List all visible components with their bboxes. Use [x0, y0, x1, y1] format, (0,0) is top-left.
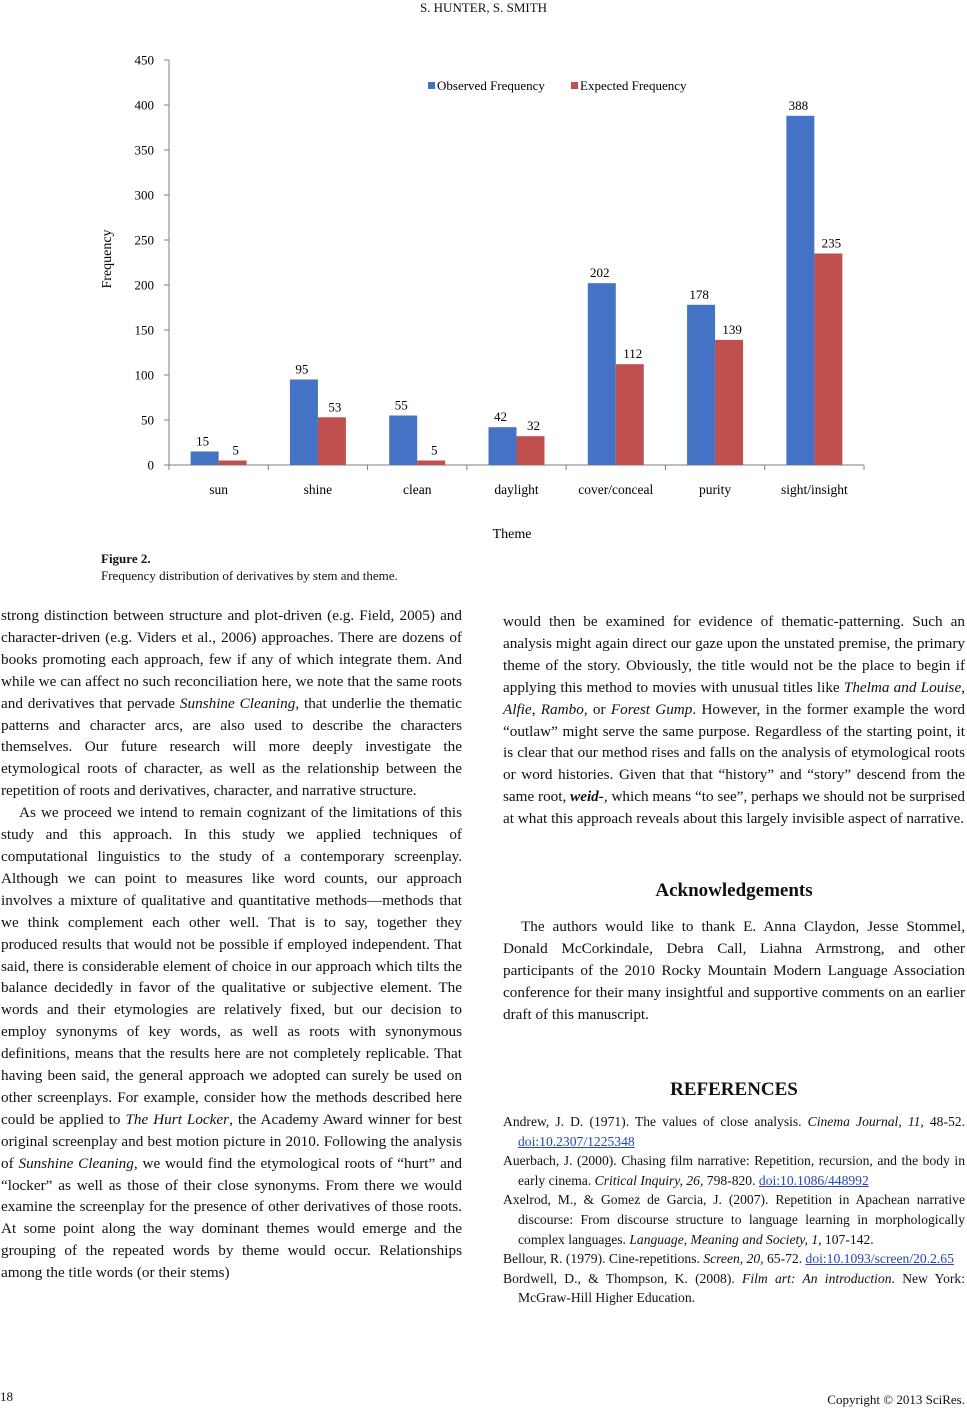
bar-expected — [517, 436, 545, 465]
y-tick-label: 0 — [147, 457, 154, 473]
text-run: , we would find the etymological roots of “hurt” and “locker” as well as those of their close synonyms. From there we would examine the screenplay for the presence of other derivatives of those roots. At some point along the way dominant themes would emerge and the grouping of the repeated words by theme would occur. Relationships among the title words (or their stems) — [1, 1154, 462, 1282]
y-tick-label: 250 — [134, 232, 154, 248]
y-tick-label: 450 — [134, 52, 154, 68]
x-tick-label: cover/conceal — [578, 482, 654, 497]
bar-value-label: 139 — [722, 321, 742, 337]
bar-observed — [786, 116, 814, 465]
italic-text: Screen, 20, — [703, 1251, 764, 1267]
doi-link[interactable]: doi:10.1093/screen/20.2.65 — [805, 1251, 954, 1267]
references-list — [503, 1112, 965, 1308]
text-run: Bordwell, D., & Thompson, K. (2008). — [503, 1270, 743, 1286]
bar-value-label: 112 — [623, 346, 643, 362]
bar-expected — [814, 254, 842, 466]
running-header — [0, 0, 967, 16]
legend-swatch — [428, 82, 435, 89]
y-tick-label: 100 — [134, 367, 154, 383]
x-tick-label: shine — [303, 482, 333, 497]
references-heading: REFERENCES — [670, 1079, 798, 1100]
body-left-column — [1, 605, 462, 1284]
bar-value-label: 5 — [430, 442, 438, 458]
bar-expected — [417, 461, 445, 466]
y-tick-label: 50 — [141, 412, 154, 428]
bar-expected — [715, 340, 743, 465]
text-run: Bellour, R. (1979). Cine-repetitions. — [503, 1251, 704, 1267]
italic-text: Sunshine Cleaning — [18, 1154, 134, 1172]
text-run: . New York: McGraw-Hill Higher Education. — [518, 1270, 965, 1306]
doi-link[interactable]: doi:10.2307/1225348 — [518, 1133, 635, 1149]
text-run: . However, in the former example the word “outlaw” might serve the same purpose. Regardless of the starting point, it is clear that our method rises and falls on the analysis of etymological roots or word histories. Given that that “history” and “story” descend from the same root, — [503, 700, 965, 806]
bar-value-label: 388 — [788, 97, 809, 113]
bar-expected — [318, 417, 346, 465]
y-tick-label: 300 — [134, 187, 154, 203]
bar-value-label: 5 — [232, 442, 239, 458]
reference-item — [503, 1249, 965, 1269]
text-run: , — [961, 678, 965, 696]
text-run: 798-820. — [703, 1172, 759, 1188]
bar-observed — [191, 452, 219, 466]
bar-value-label: 42 — [494, 409, 507, 425]
italic-text: Cinema Journal, 11, — [807, 1114, 924, 1129]
italic-text: Alfie — [503, 700, 532, 718]
text-run: , or — [583, 700, 611, 718]
x-tick-label: purity — [698, 482, 732, 497]
text-run: 65-72. — [763, 1251, 806, 1267]
text-run: , that underlie the thematic patterns and character arcs, are also used to describe the characters themselves. Our future research will more deeply investigate the etymological roots of character, as well as the relationship between the repetition of roots and derivatives, character, and narrative structure. — [1, 694, 462, 800]
italic-text: Thelma and Louise — [843, 678, 962, 696]
figure-caption-text: Frequency distribution of derivatives by stem and theme. — [101, 568, 398, 583]
y-tick-label: 400 — [134, 97, 154, 113]
doi-link[interactable]: doi:10.1086/448992 — [758, 1172, 869, 1188]
text-run: , which means “to see”, perhaps we should not be surprised at what this approach reveals about this largely invisible aspect of narrative. — [503, 788, 966, 828]
italic-text: Language, Meaning and Society, 1, — [629, 1231, 822, 1247]
reference-item — [503, 1190, 965, 1249]
x-tick-label: daylight — [494, 482, 539, 497]
y-tick-label: 150 — [134, 322, 154, 338]
legend-swatch — [571, 82, 578, 89]
figure-label: Figure 2. — [101, 551, 151, 566]
acknowledgements-heading: Acknowledgements — [655, 880, 813, 901]
x-axis-title: Theme — [492, 527, 532, 542]
text-run: As we proceed we intend to remain cognizant of the limitations of this study and this approach. In this study we applied techniques of computational linguistics to the study of a contemporary screenplay. Although we can point to measures like word counts, our approach involves a mixture of qualitative and quantitative methods—methods that we think complement each other well. That is to say, together they produced results that would not be possible if employed independent. That said, there is considerable element of choice in our approach which tilts the balance decidedly in favor of the qualitative or subjective element. The words and their etymologies are relatively fixed, but our decision to employ synonyms of key words, as well as roots with synonymous definitions, means that the results here are not completely replicable. That having been said, the general approach we adopted can surely be used on other screenplays. For example, consider how the methods described here could be applied to — [1, 804, 462, 1128]
text-run: , the Academy Award winner for best original screenplay and best motion picture in 2010. Following the analysis of — [1, 1110, 463, 1172]
legend-entry: Expected Frequency — [580, 78, 687, 93]
x-tick-label: sun — [209, 482, 229, 497]
reference-item — [503, 1112, 965, 1151]
bar-value-label: 55 — [394, 397, 408, 413]
paragraph: The authors would like to thank E. Anna Claydon, Jesse Stommel, Donald McCorkindale, Debra Call, Liahna Armstrong, and other participants of the 2010 Rocky Mountain Modern Language Association conference for their many insightful and supportive comments on an earlier draft of this manuscript. — [503, 918, 965, 1023]
bar-observed — [687, 305, 715, 465]
text-run: Andrew, J. D. (1971). The values of close analysis. — [503, 1114, 808, 1129]
body-right-column — [503, 611, 965, 830]
emphasis-text: weid- — [570, 788, 604, 806]
bar-expected — [219, 461, 247, 466]
bar-value-label: 53 — [328, 399, 342, 415]
bar-value-label: 32 — [527, 418, 540, 434]
bar-observed — [489, 427, 517, 465]
text-run: , — [531, 700, 541, 718]
text-run: Auerbach, J. (2000). Chasing film narrative: Repetition, recursion, and the body in early cinema. — [503, 1153, 965, 1188]
text-run: would then be examined for evidence of thematic-patterning. Such an analysis might again direct our gaze upon the unstated premise, the primary theme of the story. Obviously, the title would not be the place to begin if applying this method to movies with unusual titles like — [503, 613, 965, 696]
italic-text: Forest Gump — [610, 700, 693, 718]
legend-entry: Observed Frequency — [437, 78, 545, 93]
text-run: Axelrod, M., & Gomez de Garcia, J. (2007). Repetition in Apachean narrative discourse: From discourse structure to language learning in morphologically complex languages. — [503, 1192, 965, 1247]
bar-expected — [616, 364, 644, 465]
italic-text: The Hurt Locker — [125, 1110, 230, 1128]
chart-legend — [428, 78, 687, 93]
bar-value-label: 235 — [821, 235, 842, 251]
italic-text: Critical Inquiry, 26, — [594, 1172, 704, 1188]
text-run: 48-52. — [923, 1114, 965, 1129]
bar-value-label: 178 — [689, 286, 709, 302]
page-number: 18 — [0, 1389, 13, 1404]
reference-item — [503, 1151, 965, 1190]
x-tick-label: sight/insight — [780, 482, 848, 497]
bar-value-label: 15 — [196, 433, 210, 449]
header-authors: S. HUNTER, S. SMITH — [419, 0, 548, 15]
paragraph — [1, 605, 462, 802]
y-tick-label: 350 — [134, 142, 154, 158]
bar-observed — [389, 416, 417, 466]
text-run: 107-142. — [821, 1231, 874, 1247]
bar-chart — [98, 46, 868, 546]
reference-item — [503, 1269, 965, 1308]
bar-value-label: 202 — [590, 265, 610, 281]
bar-observed — [588, 283, 616, 465]
paragraph — [503, 611, 965, 830]
y-tick-label: 200 — [134, 277, 154, 293]
y-axis-title: Frequency — [100, 229, 115, 289]
figure-caption — [101, 550, 398, 584]
bar-value-label: 95 — [295, 361, 309, 377]
italic-text: Film art: An introduction — [742, 1270, 892, 1286]
copyright-notice: Copyright © 2013 SciRes. — [827, 1392, 965, 1407]
paragraph — [1, 802, 462, 1284]
x-tick-label: clean — [402, 482, 432, 497]
bar-observed — [290, 380, 318, 466]
italic-text: Rambo — [540, 700, 584, 718]
text-run: strong distinction between structure and plot-driven (e.g. Field, 2005) and character-driven (e.g. Viders et al., 2006) approaches. There are dozens of books promoting each approach, few if any of which integrate them. And while we can affect no such reconciliation here, we note that the same roots and derivatives that pervade — [1, 607, 462, 712]
chart-bars — [191, 116, 843, 465]
italic-text: Sunshine Cleaning — [179, 694, 296, 712]
acknowledgements-text — [503, 916, 965, 1026]
